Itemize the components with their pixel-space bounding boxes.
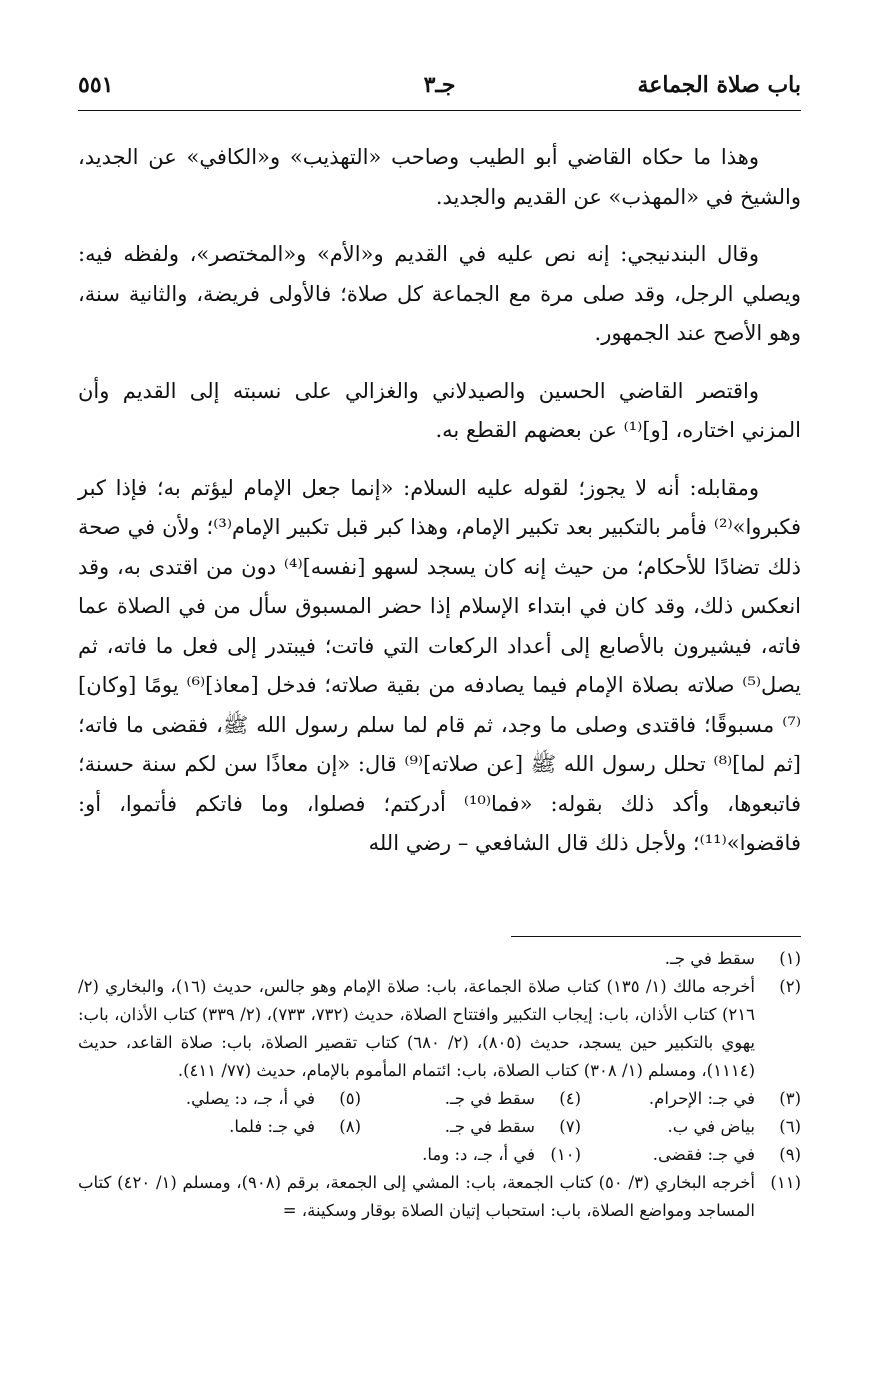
footnote-text: سقط في جـ.	[444, 1117, 535, 1136]
footnote-number: (٣)	[779, 1089, 801, 1108]
chapter-title: باب صلاة الجماعة	[637, 72, 801, 98]
paragraph: وقال البندنيجي: إنه نص عليه في القديم و«الأم» و«المختصر»، ولفظه فيه: ويصلي الرجل، وقد صلى مرة مع الجماعة كل صلاة؛ فالأولى فريضة، والثانية سنة، وهو الأصح عند الجمهور.	[78, 242, 801, 345]
header-rule	[78, 110, 801, 111]
footnote-number: (٨)	[339, 1117, 361, 1136]
footnote-number: (١٠)	[550, 1145, 581, 1164]
footnote-number: (٤)	[559, 1089, 581, 1108]
footnote	[78, 945, 801, 973]
footnote-number: (٢)	[779, 977, 801, 996]
footnote-row	[78, 1113, 801, 1141]
footnote-text: في جـ: فقضى.	[652, 1145, 755, 1164]
footnote-text: أخرجه البخاري (٣/ ٥٠) كتاب الجمعة، باب: المشي إلى الجمعة، برقم (٩٠٨)، ومسلم (١/ ٤٢٠) كتاب المساجد ومواضع الصلاة، باب: استحباب إتيان الصلاة بوقار وسكينة، =	[78, 1173, 755, 1220]
footnotes	[78, 945, 801, 1225]
footnote-text: في جـ: فلما.	[229, 1117, 315, 1136]
footnote-number: (٥)	[339, 1089, 361, 1108]
footnote-row	[78, 1085, 801, 1113]
paragraph: وهذا ما حكاه القاضي أبو الطيب وصاحب «التهذيب» و«الكافي» عن الجديد، والشيخ في «المهذب» عن القديم والجديد.	[78, 145, 801, 209]
footnote	[78, 973, 801, 1085]
volume-label: جـ٣	[423, 72, 456, 98]
footnote-number: (١١)	[770, 1173, 801, 1192]
footnote-text: في أ، جـ، د: وما.	[422, 1145, 535, 1164]
page-header	[78, 66, 801, 106]
paragraph: ومقابله: أنه لا يجوز؛ لقوله عليه السلام: «إنما جعل الإمام ليؤتم به؛ فإذا كبر فكبروا»⁽²⁾ فأمر بالتكبير بعد تكبير الإمام، وهذا كبر قبل تكبير الإمام⁽³⁾؛ ولأن في صحة ذلك تضادًا للأحكام؛ من حيث إنه كان يسجد لسهو [نفسه]⁽⁴⁾ دون من اقتدى به، وقد انعكس ذلك، وقد كان في ابتداء الإسلام إذا حضر المسبوق سأل من في الصلاة عما فاته، فيشيرون بالأصابع إلى أعداد الركعات التي فاتت؛ فيبتدر إلى فعل ما فاته، ثم يصل⁽⁵⁾ صلاته بصلاة الإمام فيما يصادفه من بقية صلاته؛ فدخل [معاذ]⁽⁶⁾ يومًا [وكان]⁽⁷⁾ مسبوقًا؛ فاقتدى وصلى ما وجد، ثم قام لما سلم رسول الله ﷺ، فقضى ما فاته؛ [ثم لما]⁽⁸⁾ تحلل رسول الله ﷺ [عن صلاته]⁽⁹⁾ قال: «إن معاذًا سن لكم سنة حسنة؛ فاتبعوها، وأكد ذلك بقوله: «فما⁽¹⁰⁾ أدركتم؛ فصلوا، وما فاتكم فأتموا، أو: فاقضوا»⁽¹¹⁾؛ ولأجل ذلك قال الشافعي – رضي الله	[78, 475, 802, 855]
footnote-text: بياض في ب.	[667, 1117, 755, 1136]
page-number: ٥٥١	[78, 72, 114, 98]
footnote-text: في جـ: الإحرام.	[648, 1089, 755, 1108]
footnote-text: أخرجه مالك (١/ ١٣٥) كتاب صلاة الجماعة، باب: صلاة الإمام وهو جالس، حديث (١٦)، والبخاري (٢/ ٢١٦) كتاب الأذان، باب: إيجاب التكبير وافتتاح الصلاة، حديث (٧٣٢، ٧٣٣)، (٢/ ٣٣٩) كتاب الأذان، باب: يهوي بالتكبير حين يسجد، حديث (٨٠٥)، (٢/ ٦٨٠) كتاب تقصير الصلاة، باب: صلاة القاعد، حديث (١١١٤)، ومسلم (١/ ٣٠٨) كتاب الصلاة، باب: ائتمام المأموم بالإمام، حديث (٧٧/ ٤١١).	[78, 977, 755, 1080]
footnote-text: في أ، جـ، د: يصلي.	[185, 1089, 315, 1108]
footnote-text: سقط في جـ.	[444, 1089, 535, 1108]
footnote-number: (٦)	[779, 1117, 801, 1136]
footnote-number: (١)	[779, 949, 801, 968]
footnote-number: (٧)	[559, 1117, 581, 1136]
footnote	[78, 1169, 801, 1225]
footnote-rule	[511, 936, 801, 937]
footnote-text: سقط في جـ.	[664, 949, 755, 968]
main-text	[78, 138, 801, 864]
footnote-number: (٩)	[779, 1145, 801, 1164]
paragraph: واقتصر القاضي الحسين والصيدلاني والغزالي على نسبته إلى القديم وأن المزني اختاره، [و]⁽¹⁾ عن بعضهم القطع به.	[78, 378, 801, 442]
footnote-row	[78, 1141, 801, 1169]
